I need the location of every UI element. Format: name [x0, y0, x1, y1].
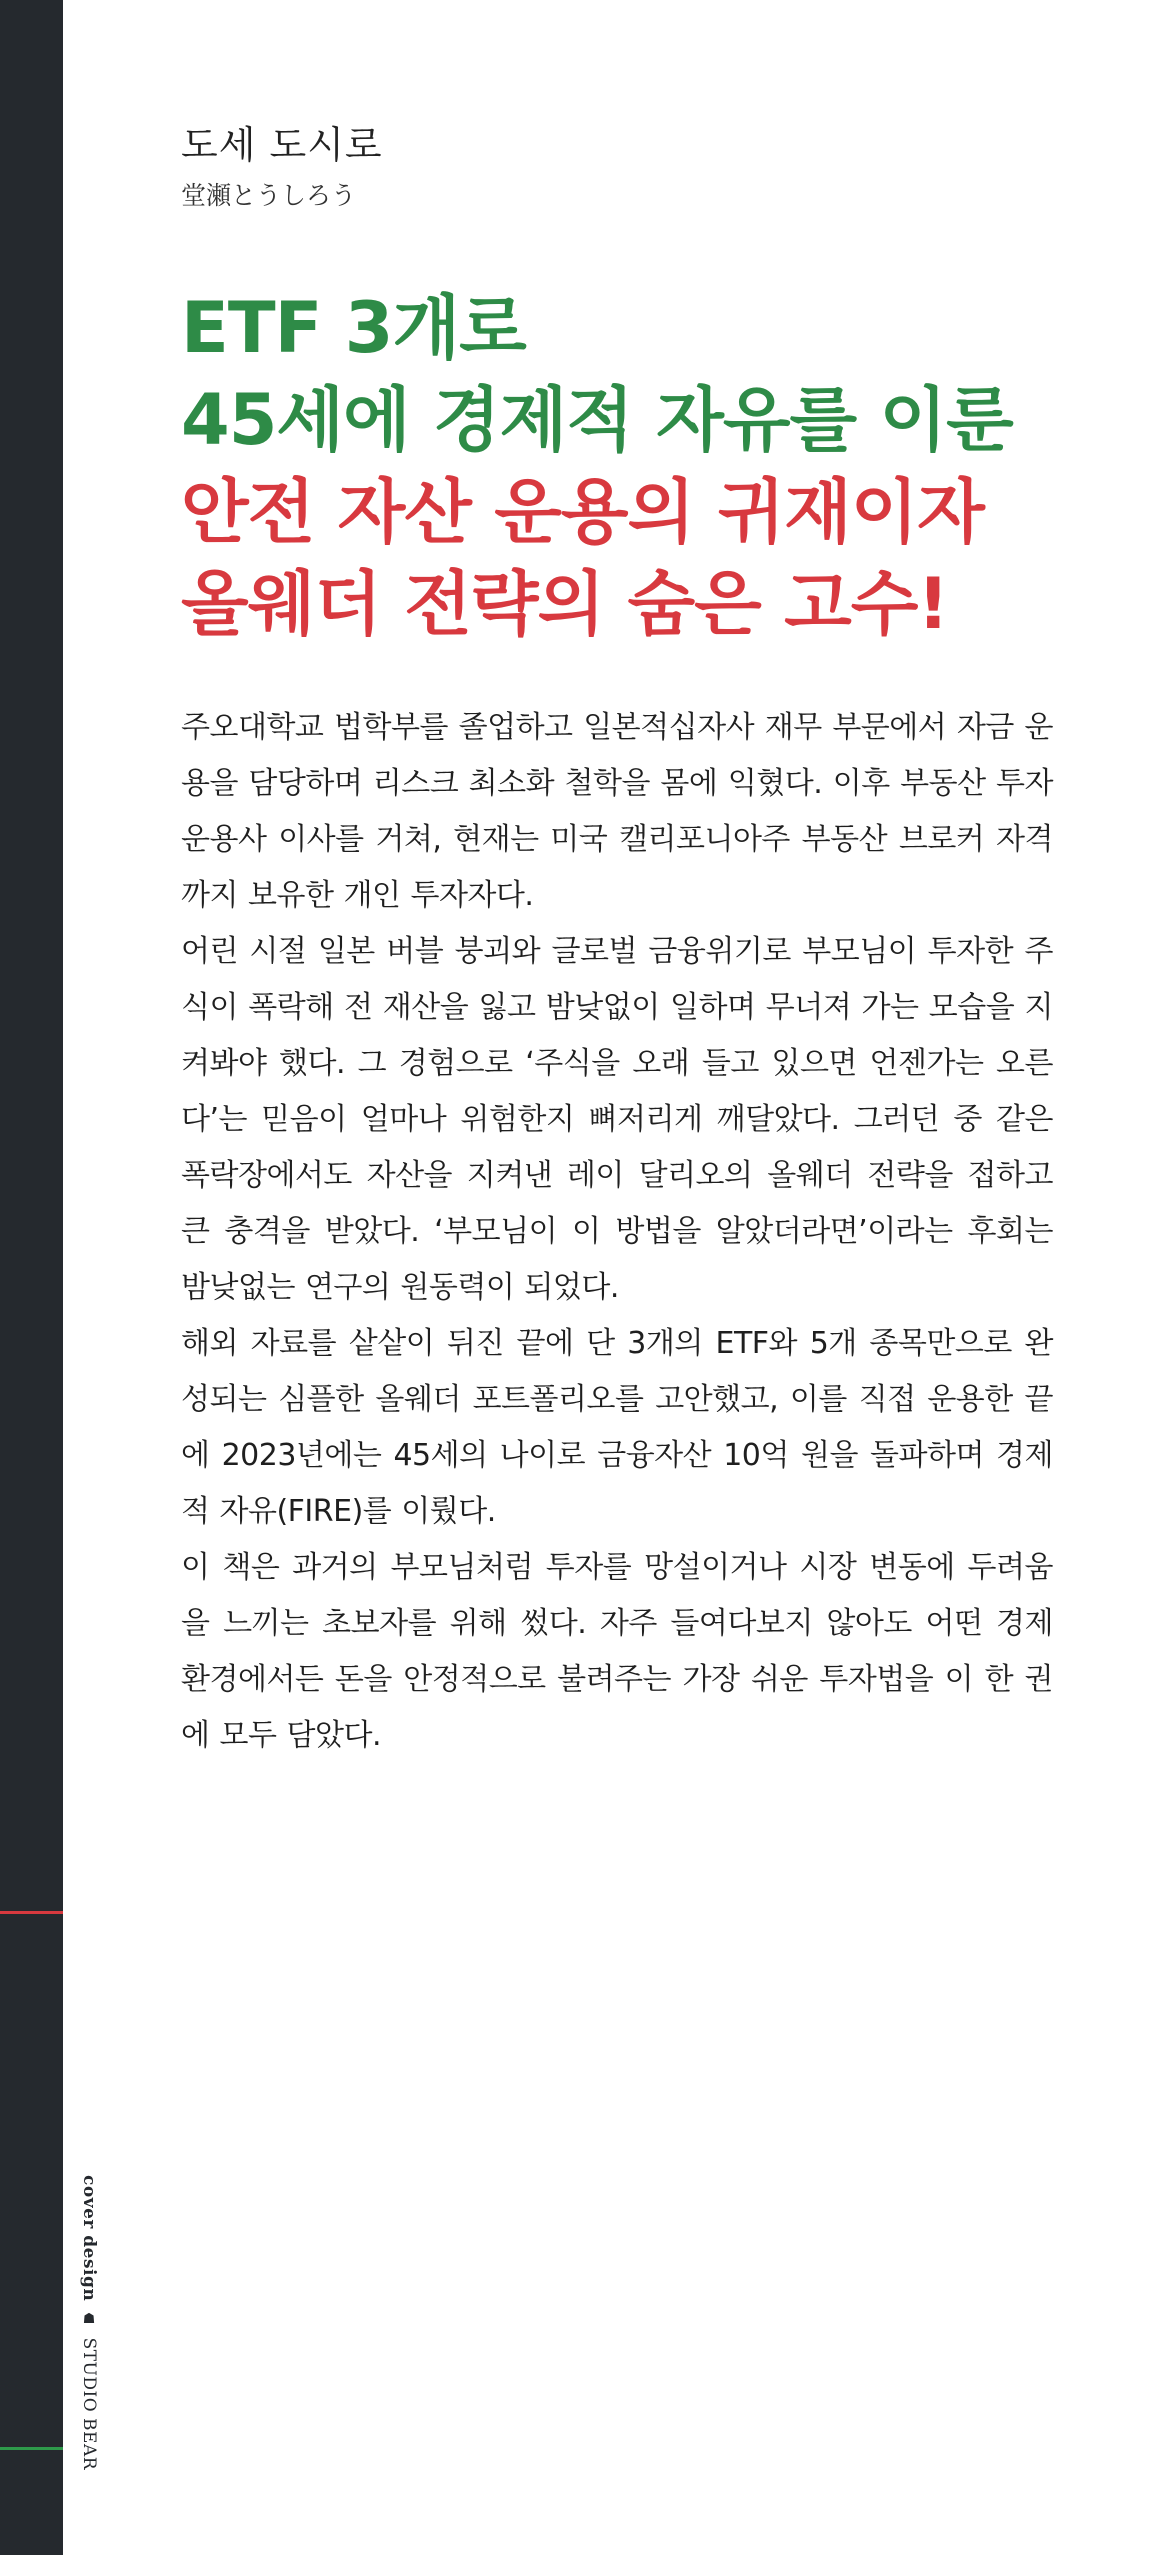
- credit-studio: STUDIO BEAR: [79, 2337, 99, 2471]
- headline-line-1: ETF 3개로: [181, 287, 526, 369]
- bio-paragraph-1: 주오대학교 법학부를 졸업하고 일본적십자사 재무 부문에서 자금 운용을 담당하며 리스크 최소화 철학을 몸에 익혔다. 이후 부동산 투자 운용사 이사를 거쳐, 현재는 미국 캘리포니아주 부동산 브로커 자격까지 보유한 개인 투자자다.: [181, 710, 1053, 913]
- headline-line-2: 45세에 경제적 자유를 이룬: [181, 379, 1013, 461]
- headline-line-3: 안전 자산 운용의 귀재이자: [181, 471, 984, 553]
- headline-line-4: 올웨더 전략의 숨은 고수!: [181, 563, 949, 645]
- author-name: 도세 도시로: [181, 123, 383, 167]
- author-name-japanese: 堂瀬とうしろう: [181, 181, 357, 210]
- bio-paragraph-3: 해외 자료를 샅샅이 뒤진 끝에 단 3개의 ETF와 5개 종목만으로 완성되는 심플한 올웨더 포트폴리오를 고안했고, 이를 직접 운용한 끝에 2023년에는 45세의 나이로 금융자산 10억 원을 돌파하며 경제적 자유(FIRE)를 이뤘다.: [181, 1326, 1053, 1529]
- headline: [181, 282, 1013, 650]
- author-bio: [181, 700, 1053, 1764]
- credit-label: cover design: [79, 2175, 99, 2302]
- book-spine: [0, 0, 63, 2555]
- bio-paragraph-2: 어린 시절 일본 버블 붕괴와 글로벌 금융위기로 부모님이 투자한 주식이 폭락해 전 재산을 잃고 밤낮없이 일하며 무너져 가는 모습을 지켜봐야 했다. 그 경험으로 ‘주식을 오래 들고 있으면 언젠가는 오른다’는 믿음이 얼마나 위험한지 뼈저리게 깨달았다. 그러던 중 같은 폭락장에서도 자산을 지켜낸 레이 달리오의 올웨더 전략을 접하고 큰 충격을 받았다. ‘부모님이 이 방법을 알았더라면’이라는 후회는 밤낮없는 연구의 원동력이 되었다.: [181, 934, 1053, 1305]
- spine-green-line: [0, 2447, 63, 2450]
- bio-paragraph-4: 이 책은 과거의 부모님처럼 투자를 망설이거나 시장 변동에 두려움을 느끼는 초보자를 위해 썼다. 자주 들여다보지 않아도 어떤 경제 환경에서든 돈을 안정적으로 불려주는 가장 쉬운 투자법을 이 한 권에 모두 담았다.: [181, 1550, 1053, 1753]
- bear-icon: ☗: [81, 2311, 97, 2328]
- cover-design-credit: [79, 2175, 99, 2471]
- spine-red-line: [0, 1911, 63, 1914]
